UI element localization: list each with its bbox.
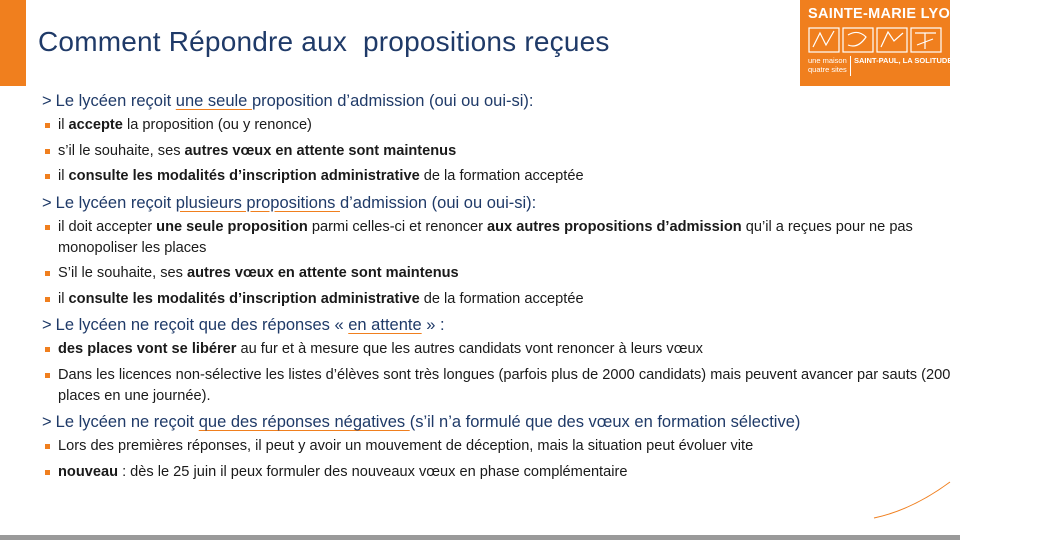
decorative-curve-icon — [872, 480, 952, 520]
text-run: Le lycéen ne reçoit que des réponses « — [55, 316, 349, 334]
list-item — [42, 166, 954, 187]
arrow-icon: > — [42, 316, 52, 334]
bottom-divider — [0, 535, 960, 540]
bullet-list — [42, 115, 954, 187]
text-run: de la formation acceptée — [419, 290, 584, 307]
arrow-icon: > — [42, 92, 52, 110]
logo — [800, 0, 1051, 86]
bullet-list — [42, 436, 954, 483]
text-run: (s’il n’a formulé que des vœux en formation sélective) — [409, 413, 801, 431]
text-run: Lors des premières réponses, il peut y avoir un mouvement de déception, mais la situation peut évoluer vite — [58, 438, 754, 454]
text-run: de la formation acceptée — [419, 168, 584, 184]
text-run: au fur et à mesure que les autres candidats vont renoncer à leurs vœux — [236, 341, 703, 357]
bold-text: autres vœux en attente sont maintenus — [184, 142, 457, 159]
list-item — [42, 339, 954, 360]
bullet-square-icon — [45, 225, 50, 230]
text-run: il — [58, 117, 69, 133]
text-run: Le lycéen ne reçoit — [55, 413, 199, 431]
text-run: qu’il a reçues pour ne pas monopoliser les places — [58, 218, 913, 256]
list-item — [42, 462, 954, 483]
list-item — [42, 263, 954, 284]
text-run: Le lycéen reçoit — [55, 193, 176, 212]
bold-text: aux autres propositions d’admission — [487, 218, 742, 235]
text-run: Dans les licences non-sélective les listes d’élèves sont très longues (parfois plus de 2000 candidats) mais peuvent avancer par sauts (200 places en une journée). — [58, 366, 951, 404]
bullet-square-icon — [45, 444, 50, 449]
text-run: : dès le 25 juin il peux formuler des nouveaux vœux en phase complémentaire — [118, 463, 628, 480]
bold-text: autres vœux en attente sont maintenus — [186, 265, 459, 281]
list-item — [42, 115, 954, 136]
bullet-square-icon — [45, 470, 50, 475]
underlined-text: plusieurs propositions — [175, 193, 340, 212]
accent-bar — [0, 0, 26, 86]
list-item — [42, 289, 954, 310]
text-run: s’il le souhaite, ses — [58, 142, 185, 159]
bullet-square-icon — [45, 347, 50, 352]
section-heading — [42, 90, 954, 113]
text-run: il — [58, 290, 69, 307]
logo-name: SAINTE-MARIE LYON — [808, 6, 961, 22]
text-run: Le lycéen reçoit — [55, 92, 176, 110]
arrow-icon: > — [42, 193, 52, 212]
text-run: parmi celles-ci et renoncer — [307, 218, 488, 235]
bullet-square-icon — [45, 271, 50, 276]
text-run: S’il le souhaite, ses — [58, 265, 187, 281]
text-run: il doit accepter — [58, 218, 157, 235]
underlined-text: en attente — [348, 316, 422, 334]
section-heading — [42, 192, 954, 215]
bullet-square-icon — [45, 149, 50, 154]
bold-text: consulte les modalités d’inscription administrative — [68, 168, 420, 184]
bold-text: accepte — [68, 117, 123, 133]
page-title: Comment Répondre aux propositions reçues — [38, 26, 610, 57]
logo-sites: SAINT-PAUL, LA SOLITUDE LA VERPILLIÈRE, MADE IN — [854, 56, 1051, 65]
bullet-square-icon — [45, 174, 50, 179]
bullet-list — [42, 217, 954, 310]
bullet-square-icon — [45, 373, 50, 378]
text-run: il — [58, 168, 69, 184]
text-run: » : — [421, 316, 445, 334]
bold-text: consulte les modalités d’inscription administrative — [68, 290, 420, 307]
bullet-square-icon — [45, 297, 50, 302]
bullet-square-icon — [45, 123, 50, 128]
logo-art-icon — [808, 27, 942, 53]
list-item — [42, 217, 954, 259]
logo-divider — [850, 56, 851, 76]
logo-tagline: une maison quatre sites — [808, 56, 847, 74]
text-run: proposition d’admission (oui ou oui-si): — [251, 92, 534, 110]
text-run: d’admission (oui ou oui-si): — [339, 193, 537, 212]
list-item — [42, 365, 954, 407]
section-heading — [42, 314, 954, 337]
list-item — [42, 436, 954, 457]
bullet-list — [42, 339, 954, 407]
bold-text: des places vont se libérer — [58, 341, 237, 357]
underlined-text: une seule — [175, 92, 252, 110]
bold-text: une seule proposition — [156, 218, 308, 235]
list-item — [42, 141, 954, 162]
bold-text: nouveau — [58, 463, 119, 480]
underlined-text: que des réponses négatives — [198, 413, 410, 431]
main-content — [42, 90, 954, 487]
section-heading — [42, 411, 954, 434]
text-run: la proposition (ou y renonce) — [122, 117, 312, 133]
arrow-icon: > — [42, 413, 52, 431]
